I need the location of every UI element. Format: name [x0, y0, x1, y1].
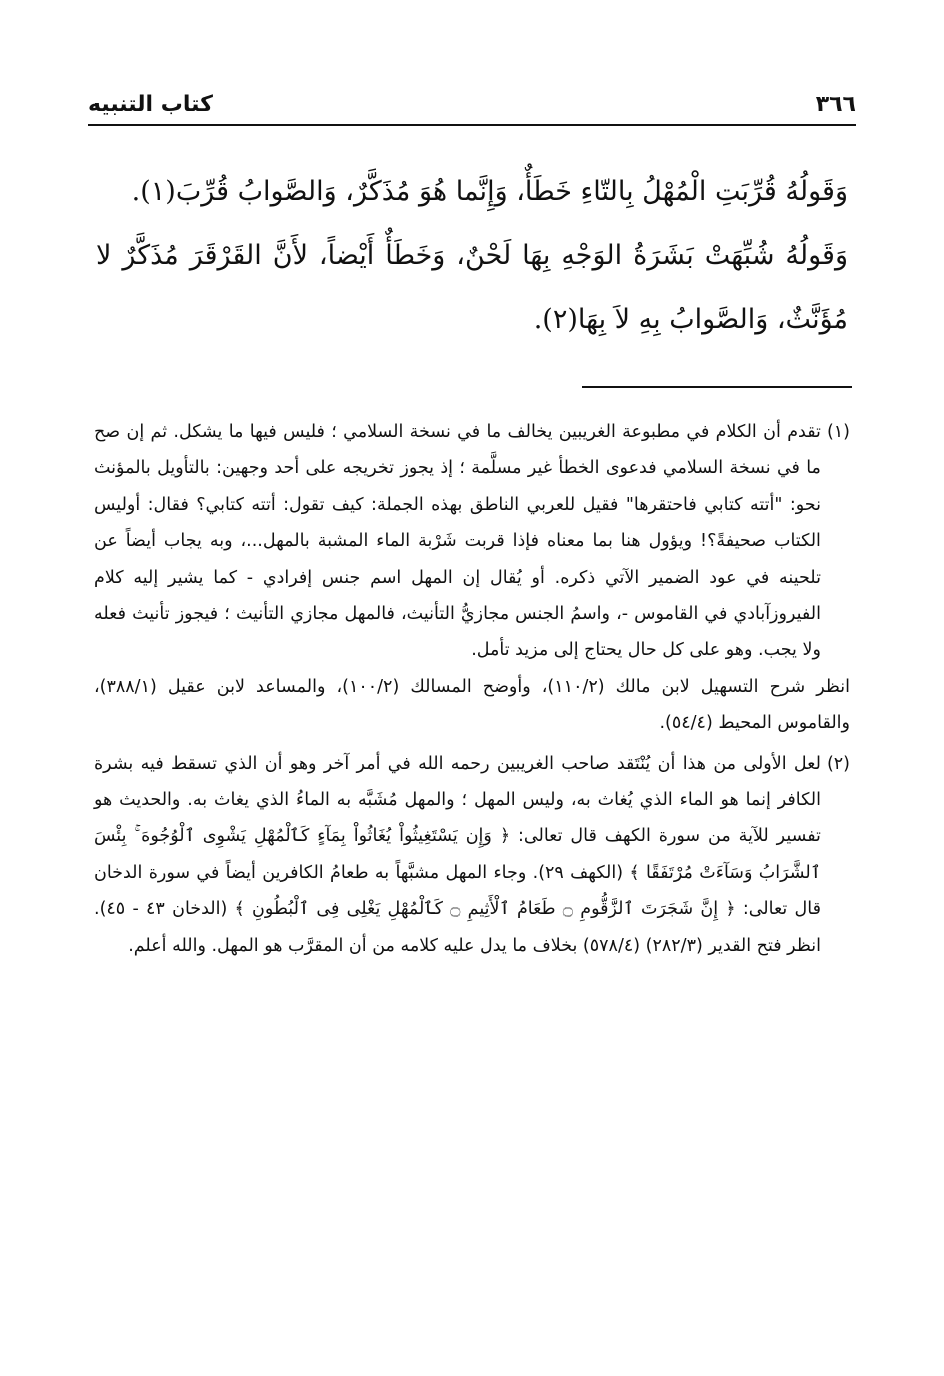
footnote-number: (١)	[826, 422, 850, 442]
footnote-divider	[582, 386, 852, 388]
main-text	[96, 160, 848, 352]
footnote-text: لعل الأولى من هذا أن يُنْتَقد صاحب الغريبين رحمه الله في أمر آخر وهو أن الذي تسقط فيه بشرة الكافر إنما هو الماء الذي يُغاث به، وليس المهل ؛ والمهل مُشَبَّه به الماءُ الذي يغاث به. والحديث هو تفسير للآية من سورة الكهف قال تعالى: ﴿ وَإِن يَسْتَغِيثُواْ يُغَاثُواْ بِمَآءٍ كَٱلْمُهْلِ يَشْوِى ٱلْوُجُوهَ ۚ بِئْسَ ٱلشَّرَابُ وَسَآءَتْ مُرْتَفَقًا ﴾ (الكهف ٢٩). وجاء المهل مشبَّهاً به طعامُ الكافرين أيضاً في سورة الدخان قال تعالى: ﴿ إِنَّ شَجَرَتَ ٱلزَّقُّومِ ۝ طَعَامُ ٱلْأَثِيمِ ۝ كَٱلْمُهْلِ يَغْلِى فِى ٱلْبُطُونِ ﴾ (الدخان ٤٣ - ٤٥). انظر فتح القدير (٢٨٢/٣) (٥٧٨/٤) بخلاف ما يدل عليه كلامه من أن المقرَّب هو المهل. والله أعلم.	[94, 753, 821, 956]
footnotes	[94, 414, 850, 964]
main-paragraph-1: وَقَولُهُ قُرِّبَتِ الْمُهْلُ بِالتّاءِ خَطَأٌ، وَإِنَّما هُوَ مُذَكَّرٌ، وَالصَّوابُ قُرِّبَ(١).	[131, 176, 848, 207]
footnote-references: انظر شرح التسهيل لابن مالك (١١٠/٢)، وأوضح المسالك (١٠٠/٢)، والمساعد لابن عقيل (٣٨٨/١)، والقاموس المحيط (٥٤/٤).	[94, 676, 851, 734]
main-paragraph-2: وَقَولُهُ شُبِّهَتْ بَشَرَةُ الوَجْهِ بِهَا لَحْنٌ، وَخَطَأٌ أَيْضاً، لأَنَّ القَرْقَرَ مُذَكَّرٌ لا مُؤَنَّثٌ، وَالصَّوابُ بِهِ لاَ بِهَا(٢).	[96, 240, 848, 335]
page-header	[88, 84, 856, 124]
header-divider	[88, 124, 856, 126]
footnote-1	[94, 414, 850, 669]
footnote-number: (٢)	[826, 753, 850, 774]
footnote-2	[94, 746, 850, 964]
footnote-text: تقدم أن الكلام في مطبوعة الغريبين يخالف ما في نسخة السلامي ؛ فليس فيها ما يشكل. ثم إن صح ما في نسخة السلامي فدعوى الخطأ غير مسلَّمة ؛ إذ يجوز تخريجه على أحد وجهين: بالتأويل بالمؤنث نحو: "أتته كتابي فاحتقرها" فقيل للعربي الناطق بهذه الجملة: كيف تقول: أتته كتابي؟ فقال: أوليس الكتاب صحيفةً؟! ويؤول هنا بما معناه فإذا قربت شَرْبة الماء المشبة بالمهل...، وبه يجاب أيضاً عن تلحينه في عود الضمير الآتي ذكره. أو يُقال إن المهل اسم جنس إفرادي - كما يشير إليه كلام الفيروزآبادي في القاموس -، واسمُ الجنس مجازيُّ التأنيث، فالمهل مجازي التأنيث ؛ فيجوز تأنيث فعله ولا يجب. وهو على كل حال يحتاج إلى مزيد تأمل.	[94, 422, 821, 661]
page-number: ٣٦٦	[815, 91, 856, 117]
book-title: كتاب التنبيه	[88, 91, 213, 117]
